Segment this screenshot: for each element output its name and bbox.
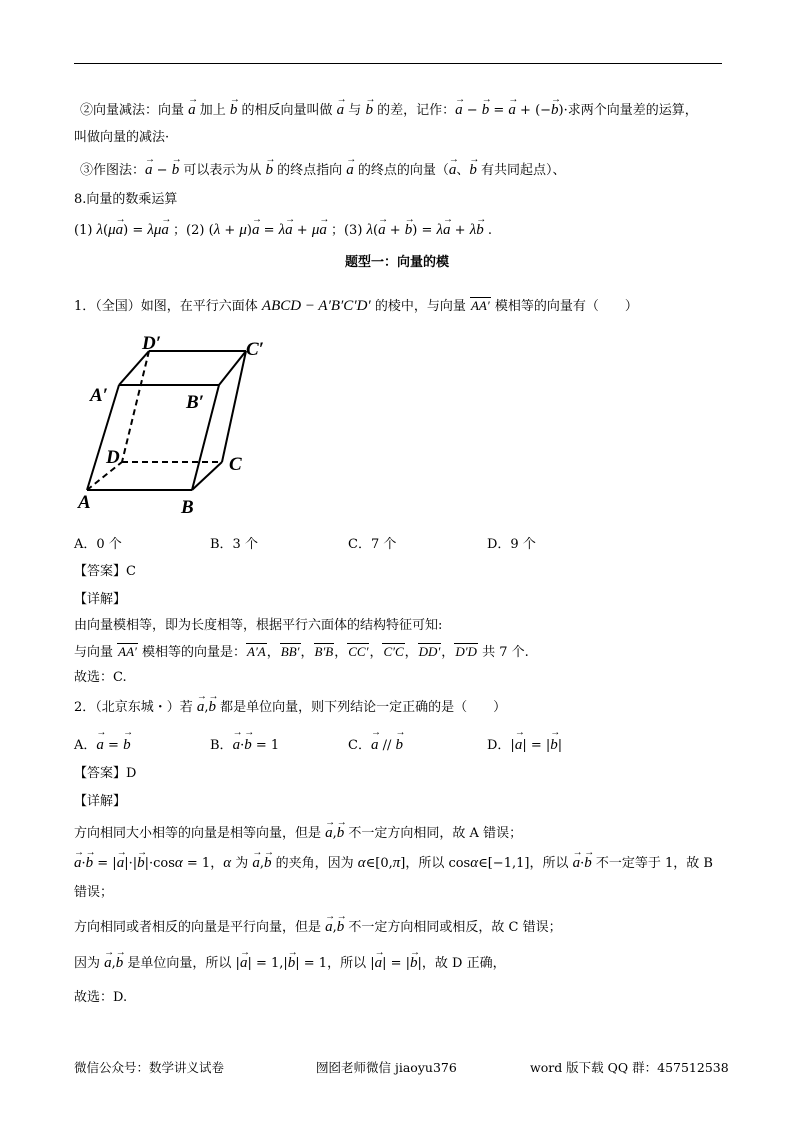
parallelepiped-figure [74, 328, 284, 523]
label-c: C [229, 454, 242, 475]
label-b1: B′ [186, 392, 205, 413]
q2-explanation-4: 方向相同或者相反的向量是平行向量，但是 → a,→ b 不一定方向相同或相反，故 C 错误； [74, 917, 562, 938]
label-a1: A′ [90, 385, 109, 406]
q1-option-a: A．0 个 [74, 537, 122, 552]
footer-teacher-wechat: 囫囵老师微信 jiaoyu376 [316, 1060, 457, 1075]
footer-qq-group: word 版下载 QQ 群：457512538 [530, 1060, 729, 1075]
q2-detail-label: 【详解】 [74, 794, 127, 809]
q2-conclusion: 故选：D. [74, 990, 128, 1005]
header-rule [74, 63, 722, 64]
label-d1: D′ [142, 333, 162, 354]
subtraction-definition: ②向量减法：向量 → a 加上 → b 的相反向量叫做 → a 与 → b 的差，记作：→ a − → b = → a + (−→ b)·求两个向量差的运算， [80, 100, 698, 121]
q1-explanation-2: 与向量 AA′ 模相等的向量是：A′A，BB′，B′B，CC′，C′C，DD′，D′D 共 7 个. [74, 644, 529, 660]
section-title: 题型一：向量的模 [344, 255, 449, 270]
q1-detail-label: 【详解】 [74, 592, 127, 607]
label-a: A [78, 492, 91, 513]
q1-answer: 【答案】C [74, 564, 136, 579]
q2-explanation-5: 因为 → a,→ b 是单位向量，所以 |→ a| = 1,|→ b| = 1，所以 |→ a| = |→ b|，故 D 正确， [74, 953, 506, 974]
q2-answer: 【答案】D [74, 766, 137, 781]
q2-option-c: C．→ a // → b [348, 734, 403, 754]
q1-conclusion: 故选：C. [74, 670, 127, 685]
q1-option-b: B．3 个 [210, 537, 258, 552]
scalar-multiplication-rules: (1) λ(μ→ a) = λμ→ a ；(2) (λ + μ)→ a = λ→ a + μ→ a ；(3) λ(→ a + → b) = λ→ a + λ→ b . [74, 220, 492, 241]
q2-stem: 2．（北京东城・）若 → a,→ b 都是单位向量，则下列结论一定正确的是（ ） [74, 697, 506, 718]
label-b: B [181, 497, 194, 518]
q1-explanation-1: 由向量模相等，即为长度相等，根据平行六面体的结构特征可知: [74, 618, 443, 633]
q1-option-d: D．9 个 [487, 537, 536, 552]
label-d: D [106, 447, 120, 468]
label-c1: C′ [246, 339, 265, 360]
q1-option-c: C．7 个 [348, 537, 397, 552]
subtraction-graphic-method: ③作图法：→ a − → b 可以表示为从 → b 的终点指向 → a 的终点的向量（→ a、→ b 有共同起点）、 [80, 160, 566, 181]
footer-wechat-account: 微信公众号：数学讲义试卷 [74, 1060, 225, 1075]
subtraction-definition-cont: 叫做向量的减法· [74, 130, 170, 145]
q2-explanation-1: 方向相同大小相等的向量是相等向量，但是 → a,→ b 不一定方向相同，故 A 错误； [74, 823, 522, 844]
q2-option-a: A．→ a = → b [74, 734, 131, 754]
q1-stem: 1．（全国）如图，在平行六面体 ABCD − A′B′C′D′ 的棱中，与向量 AA′ 模相等的向量有（ ） [74, 298, 638, 314]
q2-option-d: D．|→ a| = |→ b| [487, 734, 562, 754]
q2-explanation-3: 错误； [74, 885, 114, 900]
scalar-multiplication-heading: 8.向量的数乘运算 [74, 192, 178, 207]
q2-explanation-2: → a·→ b = |→ a|·|→ b|·cosα = 1，α 为 → a,→ b 的夹角，因为 α∈[0,π]，所以 cosα∈[−1,1]，所以 → a·→ b 不一定等于 1，故 B [74, 853, 713, 874]
edge-a1d1 [119, 351, 149, 385]
q2-option-b: B．→ a·→ b = 1 [210, 734, 279, 754]
